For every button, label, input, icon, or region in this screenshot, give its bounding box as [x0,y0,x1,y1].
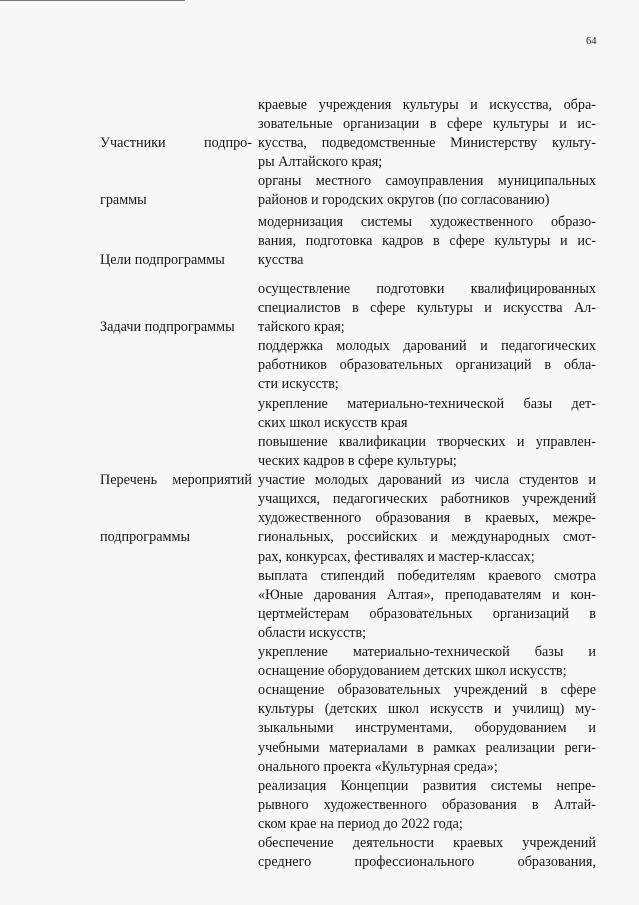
text-line: среднего профессионального образования, [258,854,596,871]
text-line: ском крае на период до 2022 года; [258,815,463,832]
label-line: граммы [100,192,147,208]
text-line: зыкальными инструментами, оборудованием и [258,720,596,737]
text-line: «Юные дарования Алтая», преподавателям и кон- [258,586,596,603]
label-activities [100,433,252,585]
text-line: рывного художественного образования в Алтай- [258,796,596,813]
text-line: ры Алтайского края; [258,154,383,171]
text-line: районов и городских округов (по согласованию) [258,192,550,209]
text-line: области искусств; [258,624,367,641]
text-line: тайского края; [258,319,345,336]
content-tasks [258,280,596,433]
text-line: учебными материалами в рамках реализации реги- [258,739,596,756]
text-line: модернизация системы художественного образо- [258,214,596,230]
text-line: краевые учреждения культуры и искусства, обра- [258,97,596,113]
text-line: обеспечение деятельности краевых учреждений [258,834,596,851]
text-line: ческих кадров в сфере культуры; [258,453,457,470]
text-line: оснащение образовательных учреждений в сфере [258,682,596,699]
text-line: органы местного самоуправления муниципальных [258,173,596,190]
text-line: укрепление материально-технической базы и [258,644,596,661]
label-line: Цели подпрограммы [100,252,225,268]
label-line: Задачи подпрограммы [100,319,235,335]
text-line: укрепление материально-технической базы дет- [258,395,596,412]
content-participants [258,96,596,211]
text-line: онального проекта «Культурная среда»; [258,758,498,775]
text-line: участие молодых дарований из числа студентов и [258,472,596,489]
text-line: оснащение оборудованием детских школ искусств; [258,663,567,680]
text-line: вания, подготовка кадров в сфере культуры и ис- [258,233,596,250]
text-line: выплата стипендий победителям краевого смотра [258,567,596,584]
page-number: 64 [586,36,597,47]
label-line: Участники подпро- [100,135,252,151]
text-line: художественного образования в краевых, межре- [258,510,596,527]
text-line: сти искусств; [258,376,339,393]
text-line: рах, конкурсах, фестивалях и мастер-классах; [258,548,535,565]
text-line: кусства, подведомственные Министерству культу- [258,135,596,152]
text-line: зовательные организации в сфере культуры и ис- [258,116,596,133]
text-line: ских школ искусств края [258,414,408,431]
text-line: учащихся, педагогических работников учреждений [258,491,596,508]
text-line: повышение квалификации творческих и управлен- [258,434,596,450]
text-line: поддержка молодых дарований и педагогических [258,338,596,355]
content-activities [258,433,596,872]
content-goals [258,213,596,270]
text-line: реализация Концепции развития системы непре- [258,777,596,794]
label-line: Перечень мероприятий [100,472,252,488]
text-line: гиональных, российских и международных смот- [258,529,596,546]
text-line: осуществление подготовки квалифицированных [258,281,596,297]
label-tasks [100,280,252,375]
text-line: цертмейстерам образовательных организаций в [258,605,596,622]
text-line: специалистов в сфере культуры и искусства Ал- [258,300,596,317]
text-line: работников образовательных организаций в обла- [258,357,596,374]
label-line: подпрограммы [100,529,190,545]
text-line: культуры (детских школ искусств и училищ) му- [258,701,596,718]
top-rule [0,0,185,1]
text-line: кусства [258,252,304,269]
